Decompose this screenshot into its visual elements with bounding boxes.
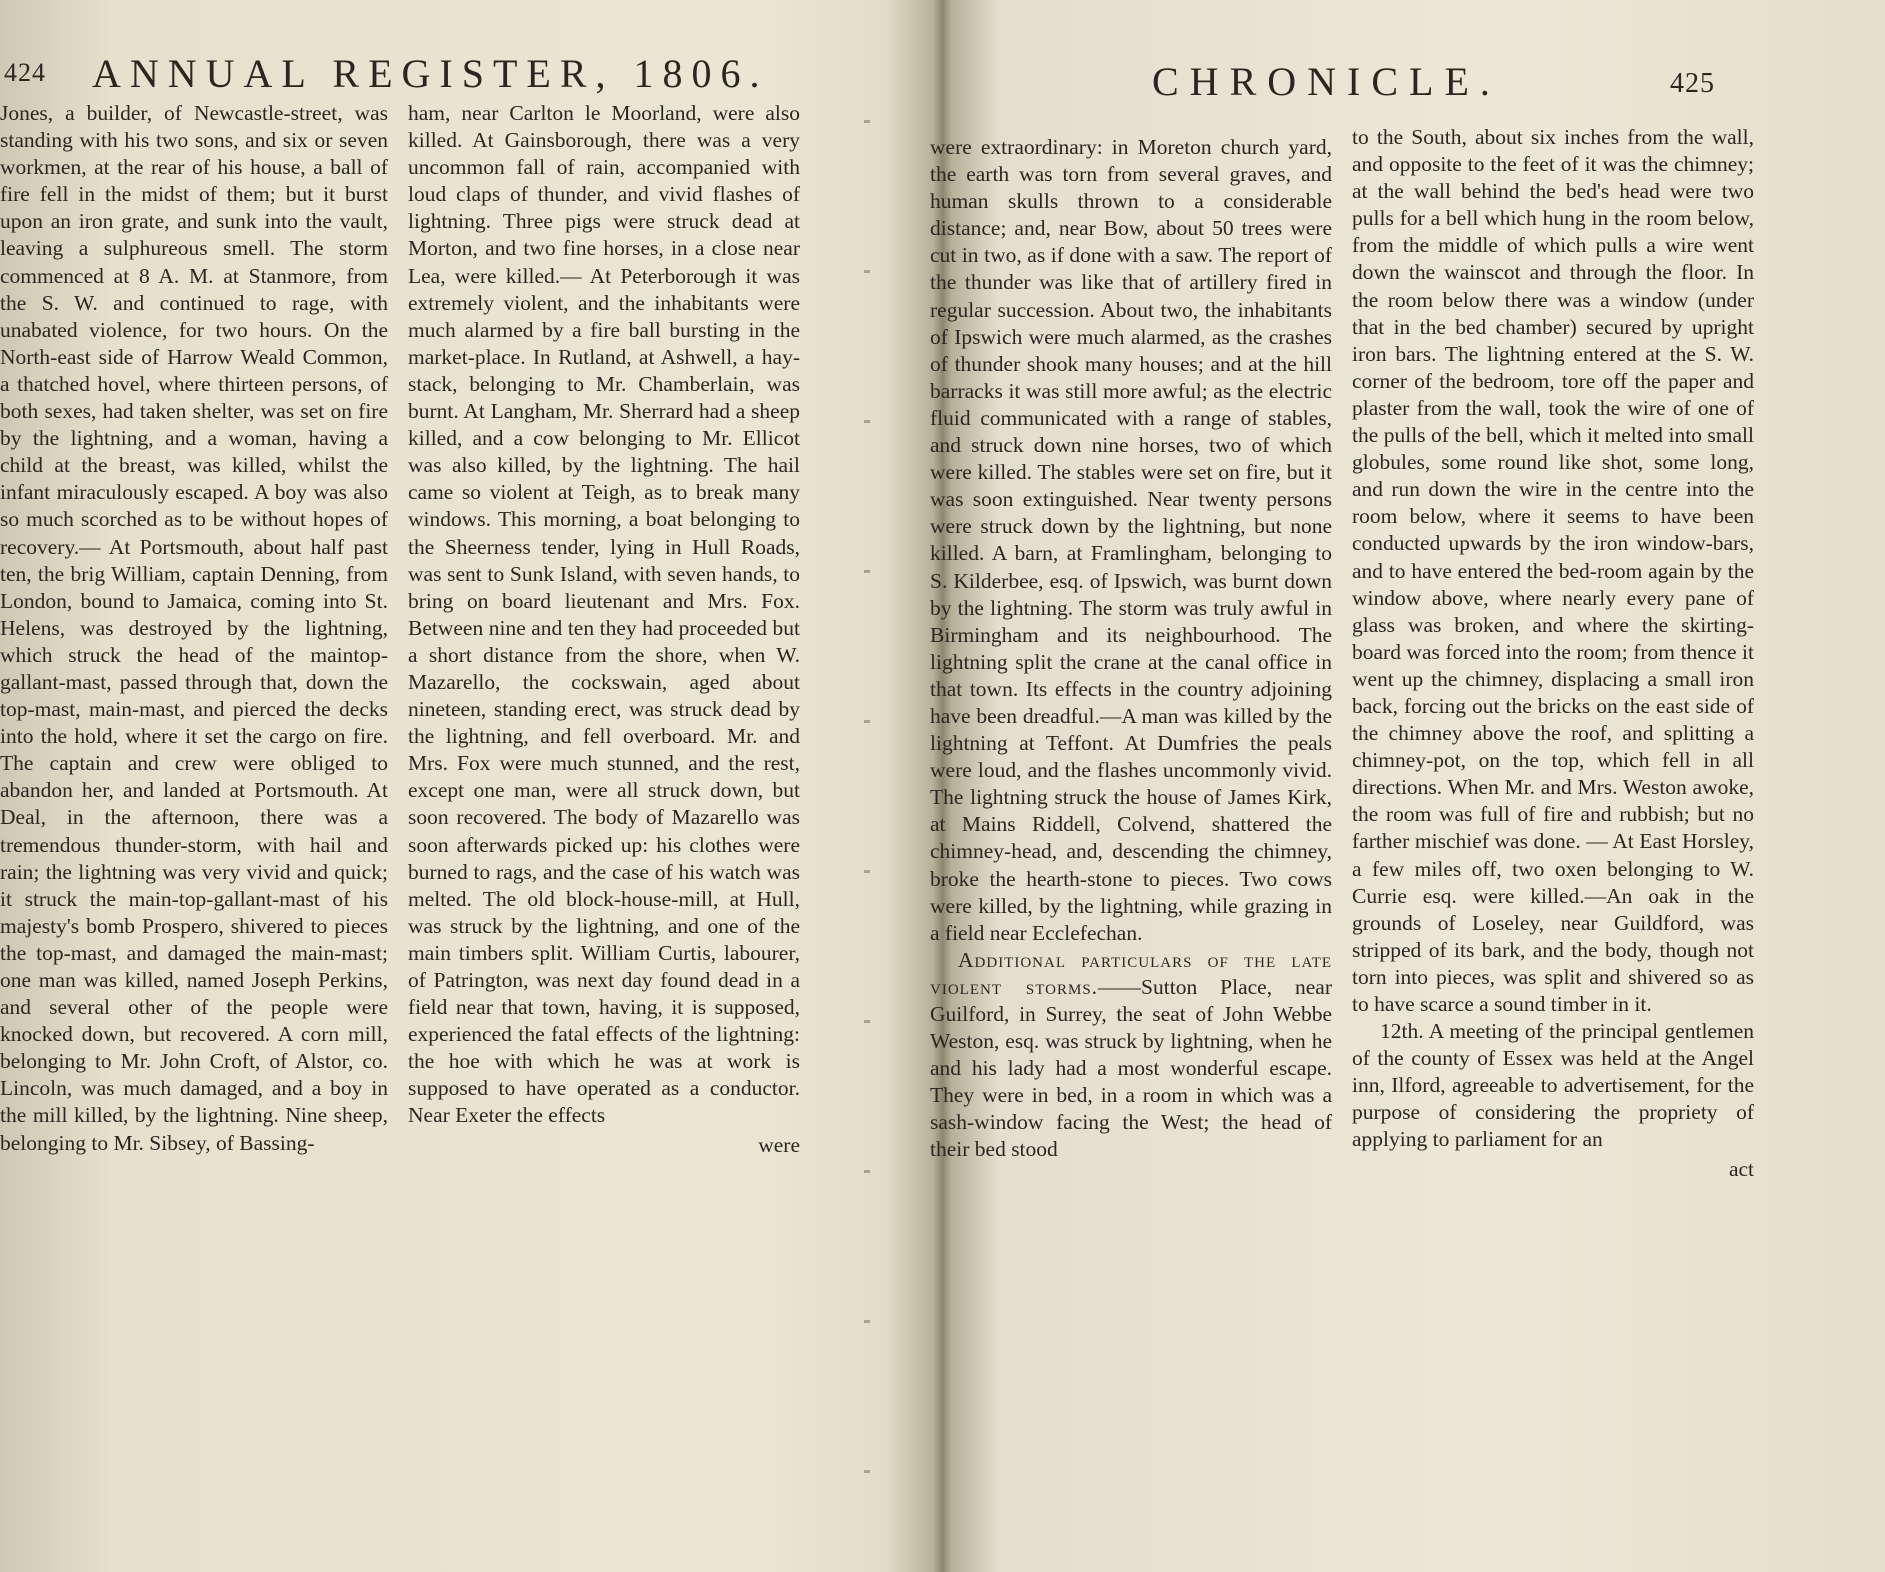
section-heading: Additional particulars of the late violent storms.: [930, 947, 1332, 999]
right-page: [900, 0, 1885, 1572]
catchword: were: [758, 1132, 800, 1157]
text-column-2: [1352, 124, 1754, 1544]
body-paragraph: Additional particulars of the late violent storms.——Sutton Place, near Guilford, in Surrey, the seat of John Webbe Weston, esq. was struck by lightning, when he and his lady had a most wonderful escape. They were in bed, in a room in which was a sash-window facing the West; the head of their bed stood: [930, 947, 1332, 1162]
text-column-2: [408, 100, 800, 1490]
body-paragraph: Jones, a builder, of Newcastle-street, was standing with his two sons, and six or seven workmen, at the rear of his house, a ball of fire fell in the midst of them; but it burst upon an iron grate, and sunk into the vault, leaving a sulphureous smell. The storm commenced at 8 A. M. at Stanmore, from the S. W. and continued to rage, with unabated violence, for two hours. On the North-east side of Harrow Weald Common, a thatched hovel, where thirteen persons, of both sexes, had taken shelter, was set on fire by the lightning, and a woman, having a child at the breast, was killed, whilst the infant miraculously escaped. A boy was also so much scorched as to be without hopes of recovery.— At Portsmouth, about half past ten, the brig William, captain Denning, from London, bound to Jamaica, coming into St. Helens, was destroyed by the lightning, which struck the head of the maintop-gallant-mast, passed through that, down the top-mast, main-mast, and pierced the decks into the hold, where it set the cargo on fire. The captain and crew were obliged to abandon her, and landed at Portsmouth. At Deal, in the afternoon, there was a tremendous thunder-storm, with hail and rain; the lightning was very vivid and quick; it struck the main-top-gallant-mast of his majesty's bomb Prospero, shivered to pieces the top-mast, and damaged the main-mast; one man was killed, named Joseph Perkins, and several other of the people were knocked down, but recovered. A corn mill, belonging to Mr. John Croft, of Alstor, co. Lincoln, was much damaged, and a boy in the mill killed, by the lightning. Nine sheep, belonging to Mr. Sibsey, of Bassing-: [0, 101, 388, 1155]
text-column-1: [930, 134, 1332, 1534]
body-paragraph: 12th. A meeting of the principal gentlemen of the county of Essex was held at the Angel inn, Ilford, agreeable to advertisement, for the purpose of considering the propriety of applying to parliament for an: [1352, 1019, 1754, 1152]
body-paragraph: ham, near Carlton le Moorland, were also killed. At Gainsborough, there was a very uncommon fall of rain, accompanied with loud claps of thunder, and vivid flashes of lightning. Three pigs were struck dead at Morton, and two fine horses, in a close near Lea, were killed.— At Peterborough it was extremely violent, and the inhabitants were much alarmed by a fire ball bursting in the market-place. In Rutland, at Ashwell, a hay-stack, belonging to Mr. Chamberlain, was burnt. At Langham, Mr. Sherrard had a sheep killed, and a cow belonging to Mr. Ellicot was also killed, by the lightning. The hail came so violent at Teigh, as to break many windows. This morning, a boat belonging to the Sheerness tender, lying in Hull Roads, was sent to Sunk Island, with seven hands, to bring on board lieutenant and Mrs. Fox. Between nine and ten they had proceeded but a short distance from the shore, when W. Mazarello, the cockswain, aged about nineteen, standing erect, was struck dead by the lightning, and fell overboard. Mr. and Mrs. Fox were much stunned, and the rest, except one man, were all struck down, but soon recovered. The body of Mazarello was soon afterwards picked up: his clothes were burned to rags, and the case of his watch was melted. The old block-house-mill, at Hull, was struck by the lightning, and one of the main timbers split. William Curtis, labourer, of Patrington, was next day found dead in a field near that town, having, it is supposed, experienced the fatal effects of the lightning: the hoe with which he was at work is supposed to have operated as a conductor. Near Exeter the effects: [408, 101, 800, 1128]
binding-stitches: [864, 120, 870, 1500]
page-number: 424: [4, 58, 46, 87]
running-head: CHRONICLE.: [1152, 59, 1501, 104]
page-number: 425: [1670, 68, 1715, 99]
running-head: ANNUAL REGISTER, 1806.: [92, 51, 769, 96]
left-page: [0, 0, 880, 1572]
body-paragraph: to the South, about six inches from the wall, and opposite to the feet of it was the chimney; at the wall behind the bed's head were two pulls for a bell which hung in the room below, from the middle of which pulls a wire went down the wainscot and through the floor. In the room below there was a window (under that in the bed chamber) secured by upright iron bars. The lightning entered at the S. W. corner of the bedroom, tore off the paper and plaster from the wall, took the wire of one of the pulls of the bell, which it melted into small globules, some round like shot, some long, and run down the wire in the centre into the room below, where it seems to have been conducted upwards by the iron window-bars, and to have entered the bed-room again by the window above, where nearly every pane of glass was broken, and where the skirting-board was forced into the room; from thence it went up the chimney, displacing a small iron back, forcing out the bricks on the east side of the chimney above the roof, and splitting a chimney-pot, on the top, which fell in all directions. When Mr. and Mrs. Weston awoke, the room was full of fire and rubbish; but no farther mischief was done. — At East Horsley, a few miles off, two oxen belonging to W. Currie esq. were killed.—An oak in the grounds of Loseley, near Guildford, was stripped of its bark, and the body, though not torn into pieces, was split and shivered so as to have scarce a sound timber in it.: [1352, 125, 1754, 1016]
text-column-1: [0, 100, 388, 1520]
body-paragraph: were extraordinary: in Moreton church yard, the earth was torn from several graves, and human skulls thrown to a considerable distance; and, near Bow, about 50 trees were cut in two, as if done with a saw. The report of the thunder was like that of artillery fired in regular succession. About two, the inhabitants of Ipswich were much alarmed, as the crashes of thunder shook many houses; and at the hill barracks it was still more awful; as the electric fluid communicated with a range of stables, and struck down nine horses, two of which were killed. The stables were set on fire, but it was soon extinguished. Near twenty persons were struck down by the lightning, but none killed. A barn, at Framlingham, belonging to S. Kilderbee, esq. of Ipswich, was burnt down by the lightning. The storm was truly awful in Birmingham and its neighbourhood. The lightning split the crane at the canal office in that town. Its effects in the country adjoining have been dreadful.—A man was killed by the lightning at Teffont. At Dumfries the peals were loud, and the flashes uncommonly vivid. The lightning struck the house of James Kirk, at Mains Riddell, Colvend, shattered the chimney-head, and, descending the chimney, broke the hearth-stone to pieces. Two cows were killed, by the lightning, while grazing in a field near Ecclefechan.: [930, 135, 1332, 945]
catchword: act: [1728, 1156, 1754, 1181]
